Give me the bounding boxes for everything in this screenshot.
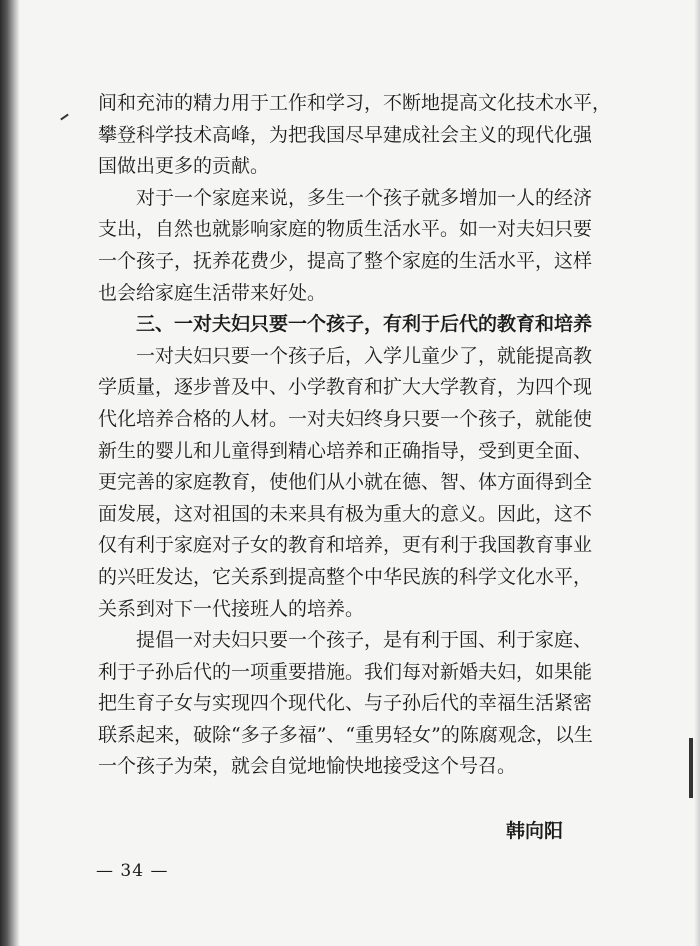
text-line: 支出，自然也就影响家庭的物质生活水平。如一对夫妇只要 bbox=[98, 218, 593, 241]
text-line: 新生的婴儿和儿童得到精心培养和正确指导，受到更全面、 bbox=[98, 439, 593, 462]
text-line: 对于一个家庭来说，多生一个孩子就多增加一人的经济 bbox=[136, 186, 593, 209]
text-line: 一个孩子，抚养花费少，提高了整个家庭的生活水平，这样 bbox=[98, 249, 593, 272]
text-line: 更完善的家庭教育，使他们从小就在德、智、体方面得到全 bbox=[98, 471, 593, 494]
text-line: 代化培养合格的人材。一对夫妇终身只要一个孩子，就能使 bbox=[98, 407, 593, 430]
text-line: 利于子孙后代的一项重要措施。我们每对新婚夫妇，如果能 bbox=[98, 660, 593, 683]
text-line: 一个孩子为荣，就会自觉地愉快地接受这个号召。 bbox=[98, 755, 517, 778]
text-line: 仅有利于家庭对子女的教育和培养，更有利于我国教育事业 bbox=[98, 534, 593, 557]
text-line: 面发展，这对祖国的未来具有极为重大的意义。因此，这不 bbox=[98, 502, 593, 525]
text-line: 把生育子女与实现四个现代化、与子孙后代的幸福生活紧密 bbox=[98, 692, 593, 715]
author-signature: 韩向阳 bbox=[506, 820, 564, 842]
scan-shadow-right bbox=[694, 0, 700, 946]
text-line: 关系到对下一代接班人的培养。 bbox=[98, 597, 365, 620]
text-line: 一对夫妇只要一个孩子后，入学儿童少了，就能提高教 bbox=[136, 344, 593, 367]
text-line: 联系起来，破除“多子多福”、“重男轻女”的陈腐观念，以生 bbox=[98, 723, 593, 746]
text-line: 间和充沛的精力用于工作和学习，不断地提高文化技术水平， bbox=[98, 92, 612, 114]
section-heading: 三、一对夫妇只要一个孩子，有利于后代的教育和培养 bbox=[136, 313, 593, 336]
text-line: 国做出更多的贡献。 bbox=[98, 155, 270, 178]
text-line: 也会给家庭生活带来好处。 bbox=[98, 281, 327, 304]
scan-shadow-left bbox=[0, 0, 20, 946]
scan-mark bbox=[60, 114, 69, 121]
text-line: 攀登科学技术高峰，为把我国尽早建成社会主义的现代化强 bbox=[98, 123, 593, 146]
scan-mark bbox=[689, 738, 693, 798]
page-number: — 34 — bbox=[96, 861, 169, 881]
text-line: 提倡一对夫妇只要一个孩子，是有利于国、利于家庭、 bbox=[136, 629, 593, 652]
text-line: 学质量，逐步普及中、小学教育和扩大大学教育，为四个现 bbox=[98, 376, 593, 399]
text-line: 的兴旺发达，它关系到提高整个中华民族的科学文化水平， bbox=[98, 565, 593, 588]
body-text bbox=[98, 88, 612, 783]
